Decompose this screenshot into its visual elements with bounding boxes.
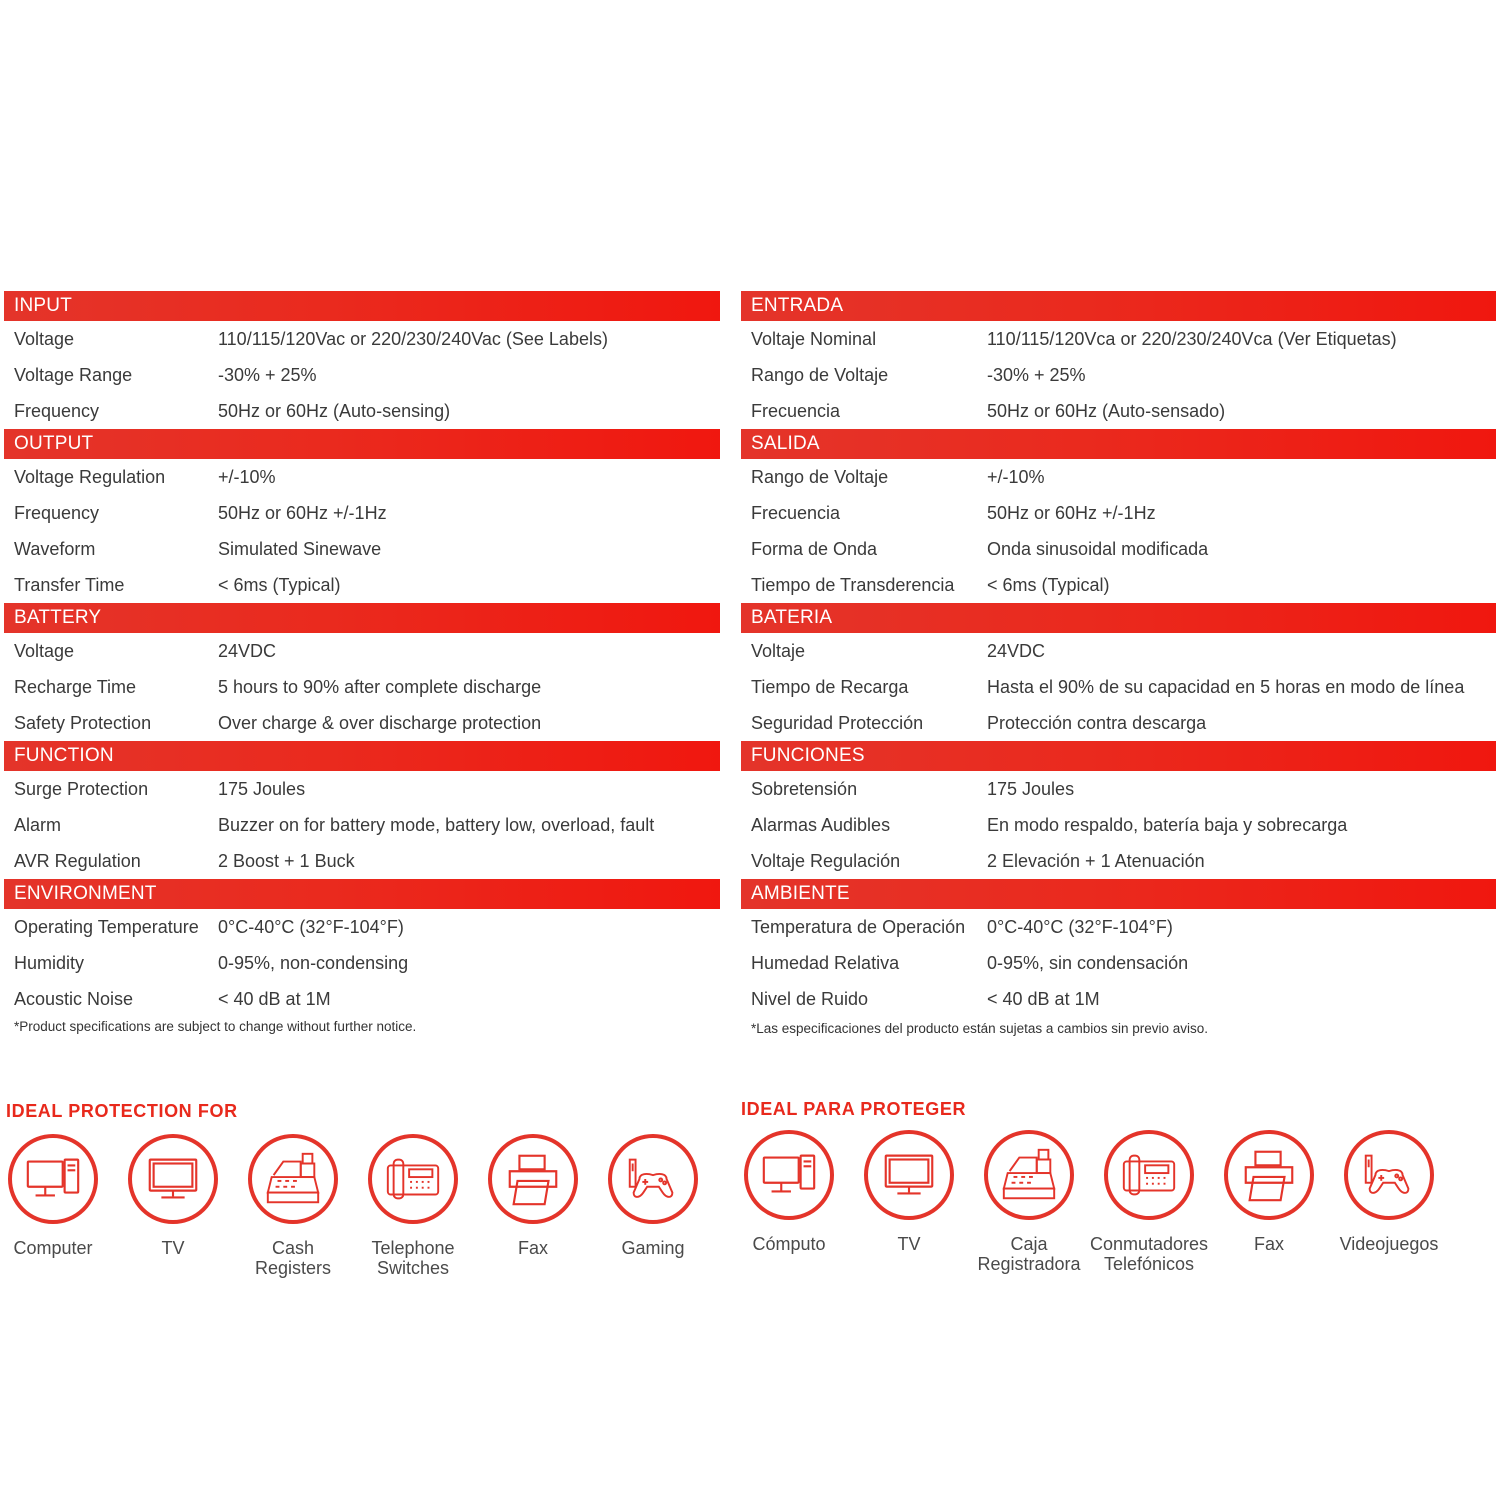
ideal-icons-spanish	[729, 1130, 1449, 1274]
spec-value: 110/115/120Vac or 220/230/240Vac (See Labels)	[218, 329, 608, 349]
spec-row	[741, 843, 1496, 879]
ideal-item-gaming	[1329, 1130, 1449, 1274]
spec-row	[741, 945, 1496, 981]
spec-row	[4, 945, 720, 981]
spec-value: 50Hz or 60Hz (Auto-sensing)	[218, 401, 451, 421]
spec-value: 50Hz or 60Hz (Auto-sensado)	[987, 401, 1226, 421]
spec-value: En modo respaldo, batería baja y sobrecarga	[987, 815, 1348, 835]
spec-row	[4, 669, 720, 705]
ideal-icons-english	[0, 1134, 713, 1278]
section-entrada	[741, 291, 1496, 429]
icon-label: Fax	[1253, 1234, 1284, 1254]
spec-row	[4, 633, 720, 669]
section-header: BATERIA	[741, 603, 1496, 633]
spec-label: Temperatura de Operación	[751, 917, 966, 937]
spec-value: -30% + 25%	[987, 365, 1086, 385]
computer-icon	[8, 1134, 98, 1224]
spec-value: < 40 dB at 1M	[218, 989, 331, 1009]
spec-label: Humedad Relativa	[751, 953, 900, 973]
icon-label: Cómputo	[752, 1234, 826, 1254]
disclaimer-note: *Product specifications are subject to change without further notice.	[14, 1019, 417, 1034]
spec-value: Onda sinusoidal modificada	[987, 539, 1209, 559]
spec-row	[4, 393, 720, 429]
icon-label: Gaming	[621, 1238, 685, 1258]
spec-value: 2 Elevación + 1 Atenuación	[987, 851, 1205, 871]
spec-value: 175 Joules	[987, 779, 1075, 799]
spec-label: Sobretensión	[751, 779, 858, 799]
spec-value: < 40 dB at 1M	[987, 989, 1100, 1009]
ideal-item-fax	[1209, 1130, 1329, 1274]
spec-row	[741, 705, 1496, 741]
spec-label: Humidity	[14, 953, 85, 973]
ideal-item-fax	[473, 1134, 593, 1278]
spec-row	[741, 807, 1496, 843]
spec-table-english	[4, 291, 720, 1034]
tv-icon	[128, 1134, 218, 1224]
section-bateria	[741, 603, 1496, 741]
spec-label: Frecuencia	[751, 503, 841, 523]
section-header: AMBIENTE	[741, 879, 1496, 909]
spec-row	[741, 909, 1496, 945]
spec-row	[741, 669, 1496, 705]
spec-row	[741, 567, 1496, 603]
section-funciones	[741, 741, 1496, 879]
spec-row	[4, 321, 720, 357]
gaming-icon	[1344, 1130, 1434, 1220]
ideal-protection-title-es: IDEAL PARA PROTEGER	[741, 1099, 967, 1119]
icon-label: Telephone Switches	[371, 1238, 455, 1278]
spec-row	[741, 771, 1496, 807]
spec-label: Seguridad Protección	[751, 713, 924, 733]
section-battery	[4, 603, 720, 741]
spec-row	[4, 495, 720, 531]
spec-row	[4, 357, 720, 393]
ideal-item-gaming	[593, 1134, 713, 1278]
spec-row	[4, 771, 720, 807]
spec-label: Frequency	[14, 401, 100, 421]
ideal-item-tv	[113, 1134, 233, 1278]
cash-register-icon	[984, 1130, 1074, 1220]
icon-label: Caja Registradora	[977, 1234, 1081, 1274]
spec-value: 50Hz or 60Hz +/-1Hz	[987, 503, 1156, 523]
spec-value: +/-10%	[218, 467, 276, 487]
section-input	[4, 291, 720, 429]
spec-row	[4, 459, 720, 495]
spec-label: Alarm	[14, 815, 62, 835]
computer-icon	[744, 1130, 834, 1220]
spec-row	[741, 459, 1496, 495]
section-header: BATTERY	[4, 603, 720, 633]
spec-row	[4, 909, 720, 945]
spec-value: < 6ms (Typical)	[987, 575, 1110, 595]
spec-value: 0°C-40°C (32°F-104°F)	[218, 917, 404, 937]
icon-label: Cash Registers	[254, 1238, 332, 1278]
spec-label: Voltage Range	[14, 365, 133, 385]
icon-label: Computer	[13, 1238, 93, 1258]
spec-value: Hasta el 90% de su capacidad en 5 horas en modo de línea	[987, 677, 1465, 697]
spec-row	[741, 495, 1496, 531]
spec-row	[4, 705, 720, 741]
spec-label: Acoustic Noise	[14, 989, 134, 1009]
section-output	[4, 429, 720, 603]
spec-value: 0°C-40°C (32°F-104°F)	[987, 917, 1173, 937]
section-function	[4, 741, 720, 879]
spec-label: Rango de Voltaje	[751, 365, 889, 385]
spec-label: Transfer Time	[14, 575, 125, 595]
spec-value: 24VDC	[987, 641, 1046, 661]
ideal-item-computer	[729, 1130, 849, 1274]
spec-label: Frequency	[14, 503, 100, 523]
section-header: INPUT	[4, 291, 720, 321]
telephone-switch-icon	[1104, 1130, 1194, 1220]
icon-label: Videojuegos	[1339, 1234, 1439, 1254]
spec-label: Voltaje	[751, 641, 806, 661]
spec-value: 0-95%, non-condensing	[218, 953, 409, 973]
spec-label: Alarmas Audibles	[751, 815, 891, 835]
spec-value: Over charge & over discharge protection	[218, 713, 542, 733]
spec-label: Rango de Voltaje	[751, 467, 889, 487]
gaming-icon	[608, 1134, 698, 1224]
spec-value: 24VDC	[218, 641, 277, 661]
spec-value: 110/115/120Vca or 220/230/240Vca (Ver Etiquetas)	[987, 329, 1397, 349]
spec-value: -30% + 25%	[218, 365, 317, 385]
ideal-item-telephone-switch	[1089, 1130, 1209, 1274]
spec-label: Voltage	[14, 329, 75, 349]
spec-label: Tiempo de Transderencia	[751, 575, 955, 595]
spec-row	[741, 633, 1496, 669]
spec-label: Voltaje Nominal	[751, 329, 877, 349]
icon-label: TV	[161, 1238, 185, 1258]
spec-value: 175 Joules	[218, 779, 306, 799]
spec-row	[741, 531, 1496, 567]
section-ambiente	[741, 879, 1496, 1017]
spec-label: AVR Regulation	[14, 851, 141, 871]
cash-register-icon	[248, 1134, 338, 1224]
icon-label: TV	[897, 1234, 921, 1254]
spec-value: 5 hours to 90% after complete discharge	[218, 677, 542, 697]
spec-row	[4, 807, 720, 843]
section-salida	[741, 429, 1496, 603]
section-header: ENTRADA	[741, 291, 1496, 321]
ideal-protection-title: IDEAL PROTECTION FOR	[6, 1101, 238, 1121]
spec-label: Voltage Regulation	[14, 467, 166, 487]
fax-icon	[488, 1134, 578, 1224]
spec-row	[741, 321, 1496, 357]
spec-value: Protección contra descarga	[987, 713, 1207, 733]
spec-value: 2 Boost + 1 Buck	[218, 851, 355, 871]
spec-label: Frecuencia	[751, 401, 841, 421]
spec-row	[4, 843, 720, 879]
icon-label: Fax	[517, 1238, 548, 1258]
spec-label: Waveform	[14, 539, 96, 559]
spec-row	[4, 531, 720, 567]
spec-label: Surge Protection	[14, 779, 149, 799]
section-header: SALIDA	[741, 429, 1496, 459]
spec-label: Forma de Onda	[751, 539, 878, 559]
spec-value: < 6ms (Typical)	[218, 575, 341, 595]
fax-icon	[1224, 1130, 1314, 1220]
section-header: FUNCIONES	[741, 741, 1496, 771]
section-header: OUTPUT	[4, 429, 720, 459]
spec-value: Simulated Sinewave	[218, 539, 382, 559]
spec-row	[741, 393, 1496, 429]
spec-value: 50Hz or 60Hz +/-1Hz	[218, 503, 387, 523]
spec-row	[4, 981, 720, 1017]
spec-label: Tiempo de Recarga	[751, 677, 909, 697]
spec-label: Operating Temperature	[14, 917, 199, 937]
spec-value: Buzzer on for battery mode, battery low, overload, fault	[218, 815, 655, 835]
spec-label: Voltaje Regulación	[751, 851, 901, 871]
spec-row	[741, 981, 1496, 1017]
ideal-item-computer	[0, 1134, 113, 1278]
spec-label: Recharge Time	[14, 677, 137, 697]
spec-value: +/-10%	[987, 467, 1045, 487]
spec-row	[741, 357, 1496, 393]
spec-value: 0-95%, sin condensación	[987, 953, 1189, 973]
section-header: ENVIRONMENT	[4, 879, 720, 909]
telephone-switch-icon	[368, 1134, 458, 1224]
ideal-item-tv	[849, 1130, 969, 1274]
section-environment	[4, 879, 720, 1017]
ideal-item-cash-register	[969, 1130, 1089, 1274]
disclaimer-note: *Las especificaciones del producto están sujetas a cambios sin previo aviso.	[751, 1021, 1209, 1036]
spec-row	[4, 567, 720, 603]
spec-label: Voltage	[14, 641, 75, 661]
spec-label: Nivel de Ruido	[751, 989, 869, 1009]
ideal-item-cash-register	[233, 1134, 353, 1278]
tv-icon	[864, 1130, 954, 1220]
section-header: FUNCTION	[4, 741, 720, 771]
ideal-item-telephone-switch	[353, 1134, 473, 1278]
spec-table-spanish	[741, 291, 1496, 1036]
icon-label: Conmutadores Telefónicos	[1089, 1234, 1209, 1274]
spec-label: Safety Protection	[14, 713, 152, 733]
